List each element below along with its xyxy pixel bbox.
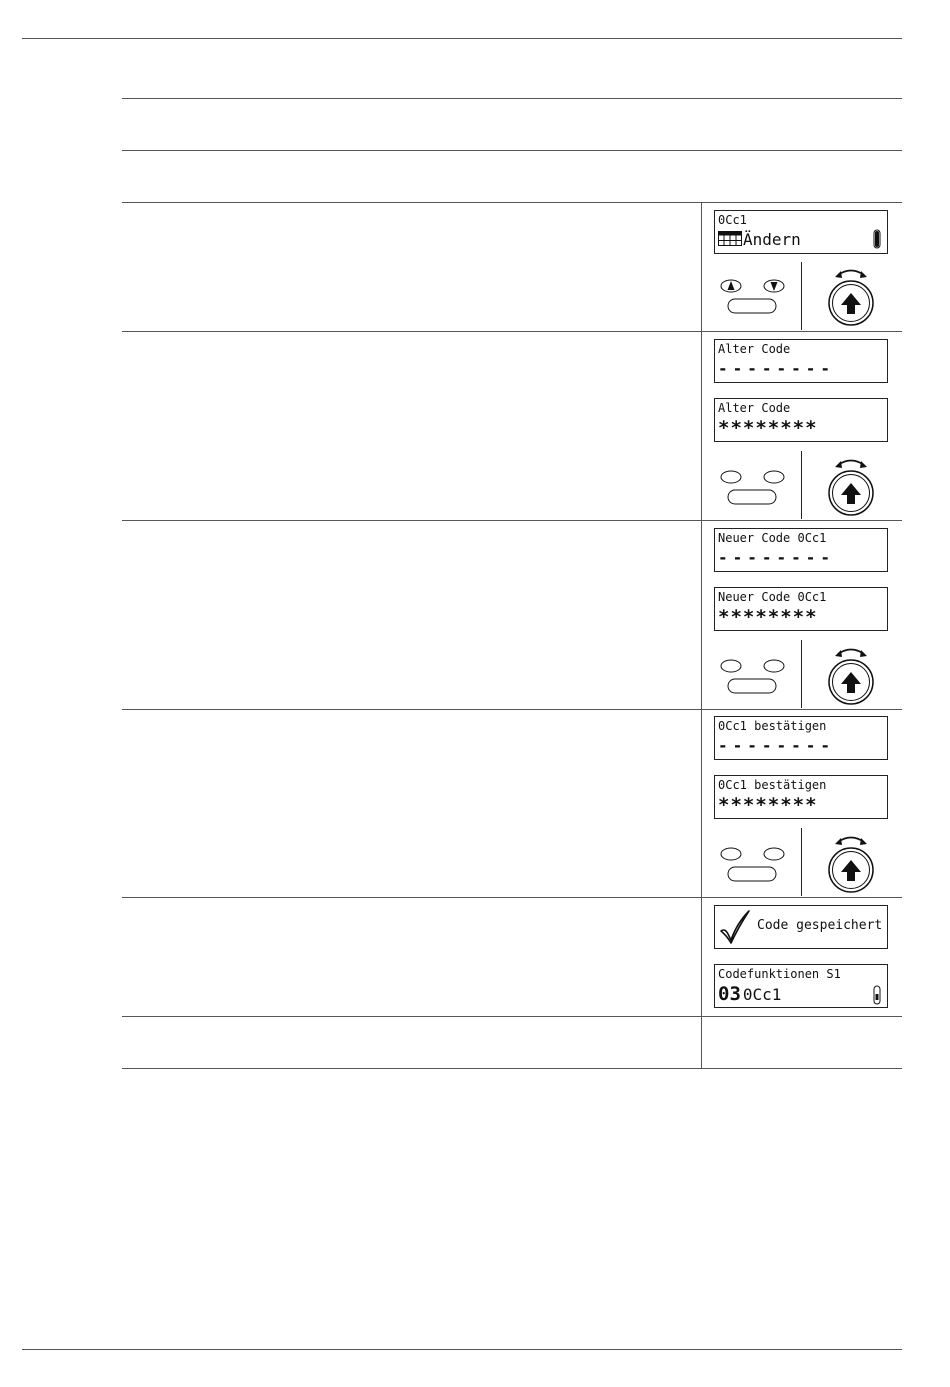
- navigation-keys: [703, 262, 801, 330]
- lcd-bestaetigen-filled: [714, 775, 888, 819]
- table-rule: [122, 897, 902, 898]
- table-rule: [122, 150, 902, 151]
- rotary-knob-push-icon[interactable]: [826, 644, 876, 708]
- scroll-middle-icon: [873, 985, 881, 1005]
- lcd-line1: 0Cc1 bestätigen: [718, 719, 827, 733]
- table-rule: [122, 709, 902, 710]
- lcd-line2: [718, 983, 781, 1006]
- enter-key[interactable]: [728, 679, 776, 693]
- enter-key[interactable]: [728, 867, 776, 881]
- lcd-bestaetigen-empty: [714, 716, 888, 760]
- scroll-top-icon: [873, 229, 881, 249]
- lcd-number: 03: [718, 983, 741, 1005]
- lcd-line1: Codefunktionen S1: [718, 967, 841, 981]
- rotary-knob-push-icon[interactable]: [826, 455, 876, 519]
- table-rule: [122, 1016, 902, 1017]
- lcd-code-gespeichert: [714, 905, 888, 949]
- table-rule: [122, 98, 902, 99]
- navigation-keys: [703, 828, 801, 896]
- lcd-neuer-code-empty: [714, 528, 888, 572]
- enter-key[interactable]: [728, 299, 776, 313]
- lcd-line2: --------: [718, 359, 836, 378]
- lcd-alter-code-filled: [714, 398, 888, 442]
- lcd-line2-text: 0Cc1: [742, 985, 782, 1004]
- left-key[interactable]: [721, 848, 741, 860]
- rotary-knob-push-icon[interactable]: [826, 265, 876, 329]
- navigation-keys: [703, 640, 801, 708]
- lcd-line1: Neuer Code 0Cc1: [718, 531, 827, 545]
- left-key[interactable]: [721, 660, 741, 672]
- arrow-down-icon: [771, 282, 778, 291]
- lcd-line1: 0Cc1 bestätigen: [718, 778, 827, 792]
- control-separator: [801, 828, 802, 896]
- table-rule: [122, 331, 902, 332]
- arrow-down-key[interactable]: [764, 280, 784, 292]
- control-separator: [801, 262, 802, 330]
- lcd-line1: Neuer Code 0Cc1: [718, 590, 827, 604]
- arrow-up-key[interactable]: [721, 280, 741, 292]
- page-top-rule: [22, 38, 902, 39]
- right-key[interactable]: [764, 471, 784, 483]
- checkmark-icon: [719, 909, 751, 945]
- table-column-divider: [701, 202, 702, 1068]
- lcd-codefunktionen: [714, 964, 888, 1008]
- lcd-line1: Alter Code: [718, 401, 791, 415]
- lcd-alter-code-empty: [714, 339, 888, 383]
- lcd-neuer-code-filled: [714, 587, 888, 631]
- lcd-line2: --------: [718, 548, 836, 567]
- table-rule: [122, 520, 902, 521]
- table-rule: [122, 1068, 902, 1069]
- page-bottom-rule: [22, 1349, 902, 1350]
- lcd-line1: Code gespeichert: [757, 918, 883, 933]
- table-rule: [122, 202, 902, 203]
- enter-key[interactable]: [728, 490, 776, 504]
- lcd-occ1-aendern: [714, 210, 888, 254]
- right-key[interactable]: [764, 848, 784, 860]
- control-separator: [801, 451, 802, 519]
- lcd-line2-text: Ändern: [743, 230, 801, 249]
- arrow-up-icon: [728, 281, 735, 290]
- lcd-line2: ********: [718, 606, 818, 628]
- calendar-grid-icon: [718, 231, 742, 246]
- lcd-line1: Alter Code: [718, 342, 791, 356]
- lcd-line2: ********: [718, 417, 818, 439]
- navigation-keys: [703, 451, 801, 519]
- right-key[interactable]: [764, 660, 784, 672]
- control-separator: [801, 640, 802, 708]
- lcd-line2: ********: [718, 794, 818, 816]
- left-key[interactable]: [721, 471, 741, 483]
- lcd-line1: 0Cc1: [718, 213, 747, 227]
- rotary-knob-push-icon[interactable]: [826, 832, 876, 896]
- lcd-line2: --------: [718, 736, 836, 755]
- lcd-line2: [718, 229, 801, 251]
